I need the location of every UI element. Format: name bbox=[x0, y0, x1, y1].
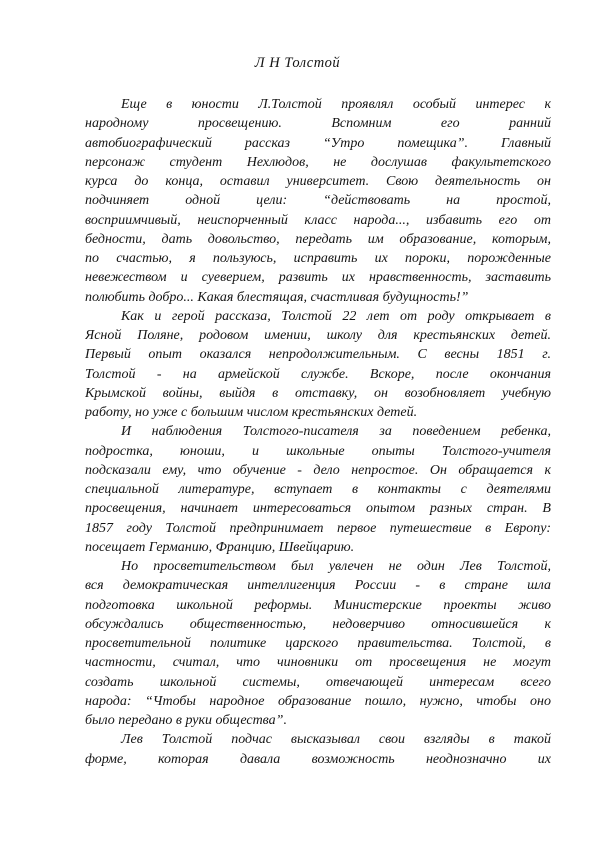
text-line: бедности, дать довольство, передать им образование, которым, bbox=[85, 231, 551, 247]
text-line: народному просвещению. Вспомним его ранний bbox=[85, 116, 551, 132]
text-line: подсказали ему, что обучение - дело непростое. Он обращается к bbox=[85, 462, 551, 478]
text-line: посещает Германию, Францию, Швейцарию. bbox=[85, 539, 355, 555]
text-line: восприимчивый, неиспорченный класс народа..., избавить его от bbox=[85, 212, 551, 228]
document-body bbox=[85, 95, 551, 769]
text-line: подчиняет одной цели: “действовать на простой, bbox=[85, 193, 551, 209]
text-line: подготовка школьной реформы. Министерские проекты живо bbox=[85, 597, 551, 613]
text-line: просветительной политике царского правительства. Толстой, в bbox=[85, 636, 551, 651]
text-line: форме, которая давала возможность неоднозначно их bbox=[85, 751, 551, 767]
text-line: Ясной Поляне, родовом имении, школу для крестьянских детей. bbox=[85, 328, 551, 343]
text-line: курса до конца, оставил университет. Свою деятельность он bbox=[85, 174, 551, 189]
text-line: полюбить добро... Какая блестящая, счастливая будущность!” bbox=[85, 289, 469, 305]
text-line: автобиографический рассказ “Утро помещика”. Главный bbox=[85, 135, 551, 151]
text-line: Толстой - на армейской службе. Вскоре, после окончания bbox=[85, 366, 551, 382]
paragraph-first-line: Лев Толстой подчас высказывал свои взгляды в такой bbox=[121, 732, 551, 748]
text-line: частности, считал, что чиновники от просвещения не могут bbox=[85, 655, 551, 671]
text-line: создать школьной системы, отвечающей интересам всего bbox=[85, 674, 551, 690]
text-line: обсуждались общественностью, недоверчиво относившейся к bbox=[85, 616, 551, 632]
text-line: было передано в руки общества”. bbox=[85, 713, 287, 728]
text-line: 1857 году Толстой предпринимает первое путешествие в Европу: bbox=[85, 520, 551, 536]
text-line: персонаж студент Нехлюдов, не дослушав факультетского bbox=[85, 154, 551, 170]
text-line: работу, но уже с большим числом крестьянских детей. bbox=[85, 405, 418, 420]
paragraph-first-line: Как и герой рассказа, Толстой 22 лет от роду открывает в bbox=[121, 308, 551, 324]
document-title: Л Н Толстой bbox=[254, 55, 341, 71]
paragraph-first-line: Еще в юности Л.Толстой проявлял особый интерес к bbox=[121, 97, 551, 112]
text-line: специальной литературе, вступает в контакты с деятелями bbox=[85, 482, 551, 497]
text-line: просвещения, начинает интересоваться опытом разных стран. В bbox=[85, 501, 551, 517]
paragraph-first-line: И наблюдения Толстого-писателя за поведением ребенка, bbox=[121, 424, 551, 440]
text-line: Крымской войны, выйдя в отставку, он возобновляет учебную bbox=[85, 385, 551, 401]
text-line: Первый опыт оказался непродолжительным. С весны 1851 г. bbox=[85, 347, 551, 363]
text-line: вся демократическая интеллигенция России - в стране шла bbox=[85, 578, 551, 594]
text-line: невежеством и суеверием, развить их нравственность, заставить bbox=[85, 270, 551, 286]
text-line: подростка, юноши, и школьные опыты Толстого-учителя bbox=[85, 443, 551, 459]
paragraph-first-line: Но просветительством был увлечен не один Лев Толстой, bbox=[121, 559, 551, 574]
text-line: по счастью, я пользуюсь, исправить их пороки, порожденные bbox=[85, 251, 551, 266]
text-line: народа: “Чтобы народное образование пошло, нужно, чтобы оно bbox=[85, 693, 551, 709]
